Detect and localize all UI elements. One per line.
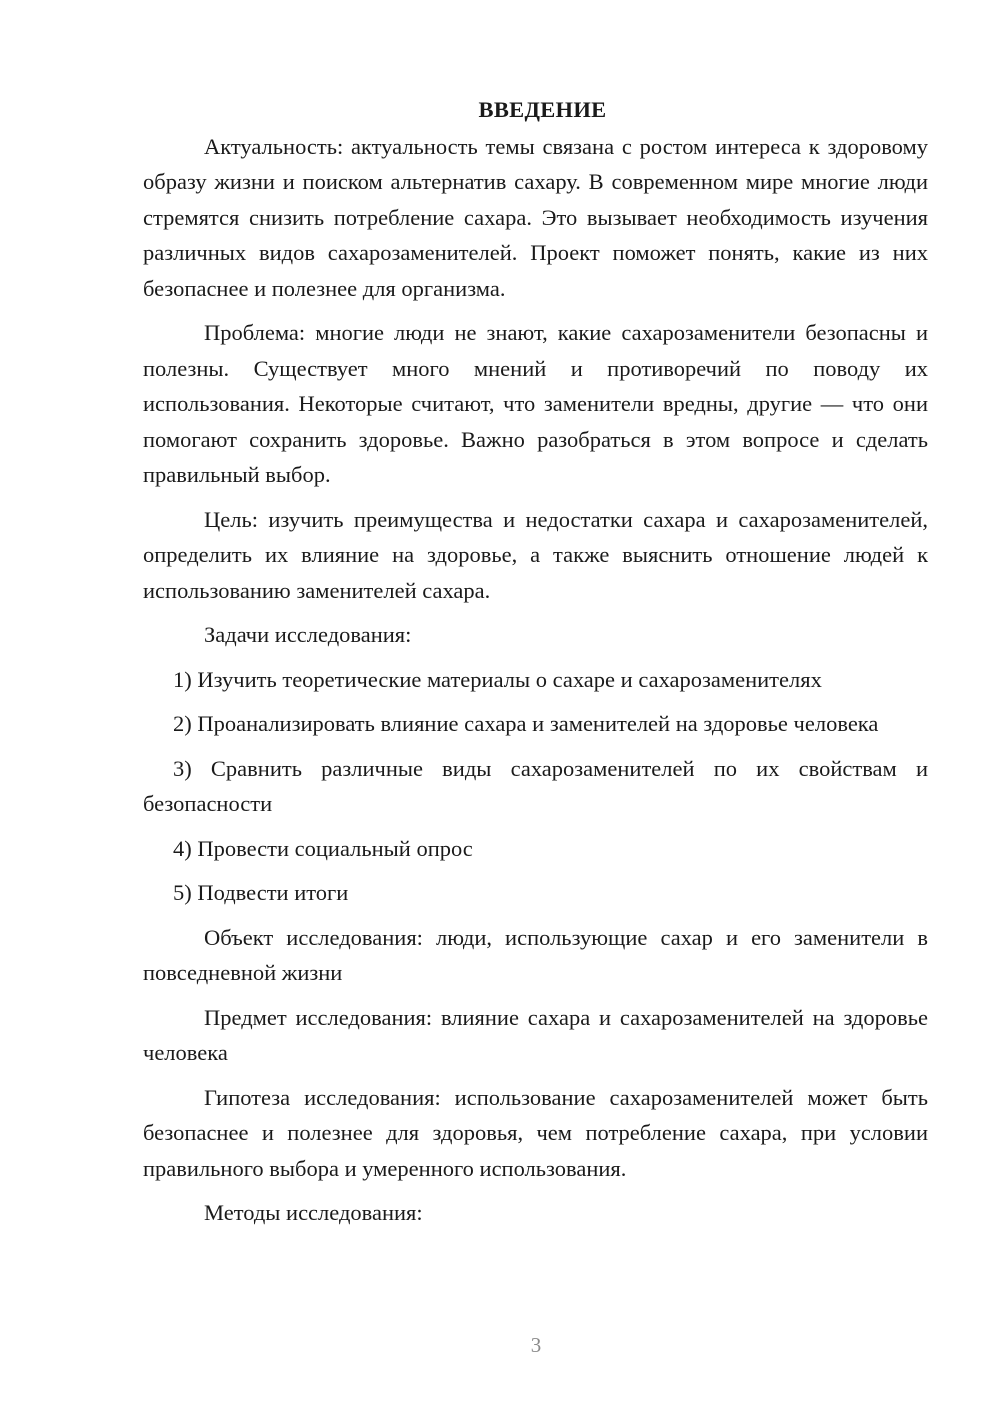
list-item-task-4: 4) Провести социальный опрос (173, 835, 473, 861)
list-item-task-1: 1) Изучить теоретические материалы о сахаре и сахарозаменителях (173, 666, 822, 692)
paragraph-methods-heading: Методы исследования: (204, 1200, 423, 1225)
paragraph-subject: Предмет исследования: влияние сахара и сахарозаменителей на здоровье человека (143, 1004, 928, 1065)
paragraph-tasks-heading: Задачи исследования: (204, 622, 412, 647)
list-item-task-5: 5) Подвести итоги (173, 880, 349, 905)
paragraph-object: Объект исследования: люди, использующие сахар и его заменители в повседневной жизни (143, 924, 928, 985)
paragraph-goal: Цель: изучить преимущества и недостатки сахара и сахарозаменителей, определить их влияние на здоровье, а также выяснить отношение людей к использованию заменителей сахара. (143, 506, 928, 603)
page-number: 3 (530, 1333, 542, 1357)
page-content (143, 92, 928, 1240)
paragraph-hypothesis: Гипотеза исследования: использование сахарозаменителей может быть безопаснее и полезнее для здоровья, чем потребление сахара, при условии правильного выбора и умеренного использования. (143, 1084, 928, 1181)
page-title: ВВЕДЕНИЕ (478, 97, 607, 122)
paragraph-relevance: Актуальность: актуальность темы связана с ростом интереса к здоровому образу жизни и поиском альтернатив сахару. В современном мире многие люди стремятся снизить потребление сахара. Это вызывает необходимость изучения различных видов сахарозаменителей. Проект поможет понять, какие из них безопаснее и полезнее для организма. (143, 133, 928, 301)
list-item-task-2: 2) Проанализировать влияние сахара и заменителей на здоровье человека (173, 711, 879, 736)
list-item-task-3: 3) Сравнить различные виды сахарозаменителей по их свойствам и безопасности (143, 755, 928, 816)
paragraph-problem: Проблема: многие люди не знают, какие сахарозаменители безопасны и полезны. Существует много мнений и противоречий по поводу их использования. Некоторые считают, что заменители вредны, другие — что они помогают сохранить здоровье. Важно разобраться в этом вопросе и сделать правильный выбор. (143, 320, 928, 487)
